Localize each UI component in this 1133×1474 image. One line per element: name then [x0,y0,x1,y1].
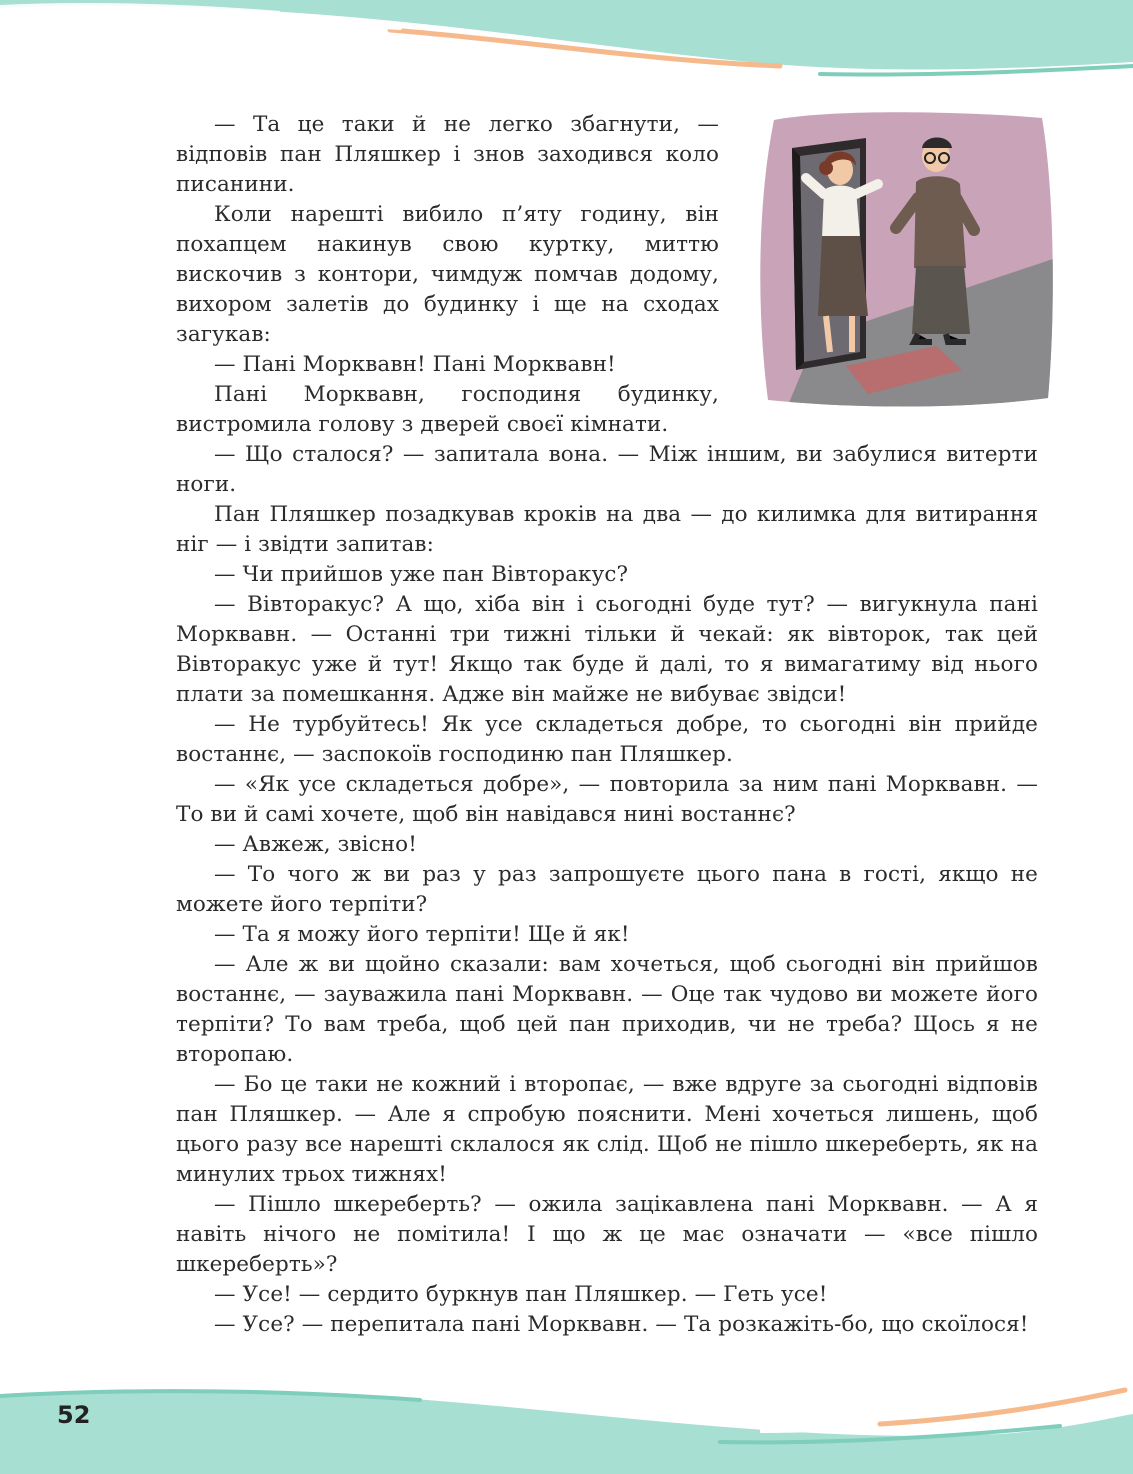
paragraph: — Вівторакус? А що, хіба він і сьогодні буде тут? — вигукнула пані Морквавн. — Останні три тижні тільки й чекай: як вівторок, так цей Вівторакус уже й тут! Якщо так буде й далі, то я вимагатиму від нього плати за помешкання. Адже він майже не вибуває звідси! [176,592,1038,707]
narrow-text-column [176,110,719,440]
paragraph: — Не турбуйтесь! Як усе складеться добре, то сьогодні він прийде востаннє, — заспокоїв господиню пан Пляшкер. [176,712,1038,767]
paragraph: Пані Морквавн, господиня будинку, вистромила голову з дверей своєї кімнати. [176,382,719,437]
paragraph: — Усе! — сердито буркнув пан Пляшкер. — Геть усе! [214,1282,828,1307]
paragraph: — «Як усе складеться добре», — повторила за ним пані Морквавн. — То ви й самі хочете, щоб він навідався нині востаннє? [176,772,1038,827]
wide-text-column [176,440,1038,1340]
paragraph: — Бо це таки не кожний і второпає, — вже вдруге за сьогодні відповів пан Пляшкер. — Але я спробую пояснити. Мені хочеться лишень, щоб цього разу все нарешті склалося як слід. Щоб не пішло шкереберть, як на минулих трьох тижнях! [176,1072,1038,1187]
paragraph: — Та це таки й не легко збагнути, — відповів пан Пляшкер і знов заходився коло писанини. [176,112,719,197]
bottom-wave-decoration [0,1374,1133,1474]
paragraph: — Що сталося? — запитала вона. — Між іншим, ви забулися витерти ноги. [176,442,1038,497]
paragraph: Коли нарешті вибило п’яту годину, він похапцем накинув свою куртку, миттю вискочив з контори, чимдуж помчав додому, вихором залетів до будинку і ще на сходах загукав: [176,202,719,347]
paragraph: — Але ж ви щойно сказали: вам хочеться, щоб сьогодні він прийшов востаннє, — зауважила пані Морквавн. — Оце так чудово ви можете його терпіти? То вам треба, щоб цей пан приходив, чи не треба? Щось я не второпаю. [176,952,1038,1067]
paragraph: — Усе? — перепитала пані Морквавн. — Та розкажіть-бо, що скоїлося! [214,1312,1029,1337]
paragraph: — Авжеж, звісно! [214,832,417,857]
paragraph: Пан Пляшкер позадкував кроків на два — до килимка для витирання ніг — і звідти запитав: [176,502,1038,557]
top-wave-decoration [0,0,1133,90]
paragraph: — То чого ж ви раз у раз запрошуєте цього пана в гості, якщо не можете його терпіти? [176,862,1038,917]
paragraph: — Та я можу його терпіти! Ще й як! [214,922,630,947]
woman-and-man-in-doorway-illustration [756,108,1056,410]
page-number: 52 [57,1401,91,1429]
paragraph: — Пані Морквавн! Пані Морквавн! [214,352,616,377]
paragraph: — Чи прийшов уже пан Вівторакус? [214,562,629,587]
paragraph: — Пішло шкереберть? — ожила зацікавлена пані Морквавн. — А я навіть нічого не помітила! І що ж це має означати — «все пішло шкереберть»? [176,1192,1038,1277]
